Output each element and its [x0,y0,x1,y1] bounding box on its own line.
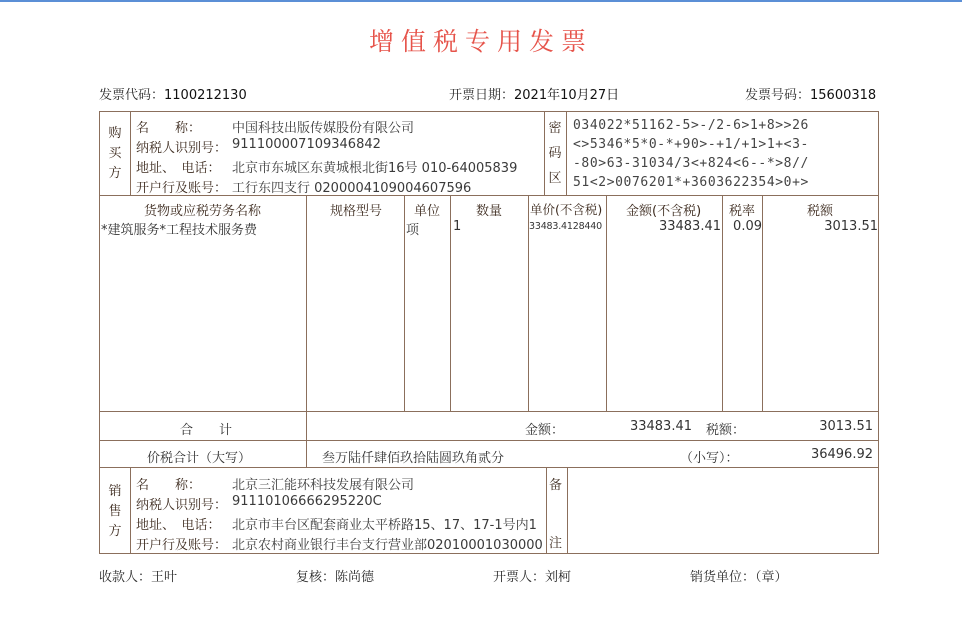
seller-side-char-3: 方 [108,524,122,539]
seller-address: 北京市丰台区配套商业太平桥路15、17、17-1号内1 [232,518,537,533]
buyer-name-label: 名 称： [136,121,202,136]
col-divider-tax [762,196,763,411]
buyer-bank: 工行东四支行 0200004109004607596 [232,181,472,196]
invoice-date-value: 2021年10月27日 [514,88,620,103]
buyer-side-char-1: 购 [108,126,122,141]
seller-tax-id: 91110106666295220C [232,494,382,509]
totals-top-line [99,411,879,412]
item-price: 33483.4128440 [529,221,602,232]
totals-label: 合 计 [180,423,233,438]
col-header-spec: 规格型号 [330,204,383,219]
totals-bottom-line [99,440,879,441]
payee-value: 王叶 [151,570,178,585]
password-side-char-3: 区 [548,171,562,186]
buyer-side-label [107,124,123,184]
invoice-number-label: 发票号码： [745,88,811,103]
drawer-value: 刘柯 [545,570,572,585]
buyer-address-label: 地址、 电话： [136,161,221,176]
totals-tax-label: 税额： [706,423,746,438]
invoice-code [99,84,247,103]
invoice-code-value: 1100212130 [164,88,247,103]
col-divider-rate [722,196,723,411]
grand-number: 36496.92 [810,447,873,462]
col-header-unit: 单位 [414,204,441,219]
seller-side-char-2: 售 [108,504,122,519]
invoice-number [745,84,876,103]
reviewer-label: 复核： [296,570,336,585]
grand-words: 叁万陆仟肆佰玖拾陆圆玖角贰分 [322,451,505,466]
invoice-number-value: 15600318 [810,88,877,103]
remark-label-2: 注 [549,536,563,551]
seller-tax-id-label: 纳税人识别号： [136,498,228,513]
invoice-title: 增值税专用发票 [368,27,593,56]
totals-divider [306,411,307,468]
grand-label: 价税合计（大写） [147,451,252,466]
item-rate: 0.09 [733,219,762,234]
item-tax: 3013.51 [824,219,878,234]
reviewer-value: 陈尚德 [335,570,375,585]
password-side-label [547,116,563,191]
buyer-bank-label: 开户行及账号： [136,181,228,196]
col-header-name: 货物或应税劳务名称 [144,204,262,219]
col-header-tax: 税额 [807,204,834,219]
drawer-label: 开票人： [493,570,546,585]
password-line-4: 51<2>0076201*+3603622354>0+> [573,175,809,190]
col-header-rate: 税率 [729,204,756,219]
item-qty: 1 [453,219,462,234]
remark-label-divider [567,468,568,554]
password-side-char-2: 码 [548,146,562,161]
buyer-address: 北京市东城区东黄城根北街16号 010-64005839 [232,161,518,176]
buyer-side-divider [130,111,131,196]
seller-remark-divider [546,468,547,554]
col-divider-spec [306,196,307,411]
buyer-side-char-3: 方 [108,166,122,181]
invoice-code-label: 发票代码： [99,88,165,103]
invoice-date-label: 开票日期： [449,88,515,103]
item-amount: 33483.41 [658,219,721,234]
seller-side-char-1: 销 [108,484,122,499]
totals-tax: 3013.51 [819,419,873,434]
seller-side-label [107,482,123,542]
buyer-tax-id: 911100007109346842 [232,137,381,152]
grand-bottom-line [99,467,879,468]
col-header-price: 单价(不含税) [530,202,603,217]
top-accent-line [0,0,962,2]
password-line-1: 034022*51162-5>-/2-6>1+8>>26 [573,118,809,133]
buyer-tax-id-label: 纳税人识别号： [136,141,228,156]
remark-label-1: 备 [549,478,563,493]
password-line-2: <>5346*5*0-*+90>-+1/+1>1+<3- [573,137,809,152]
password-side-char-1: 密 [548,121,562,136]
seller-seal: 销货单位：（章） [690,570,788,585]
col-divider-unit [404,196,405,411]
pw-label-divider [566,111,567,196]
password-line-3: -80>63-31034/3<+824<6--*>8// [573,156,809,171]
col-divider-qty [450,196,451,411]
col-header-qty: 数量 [476,204,503,219]
buyer-name: 中国科技出版传媒股份有限公司 [232,121,415,136]
totals-amount-label: 金额： [525,423,565,438]
seller-bank: 北京农村商业银行丰台支行营业部02010001030000 [232,538,543,553]
grand-small-label: （小写）： [680,451,739,466]
invoice-date [449,84,619,103]
seller-address-label: 地址、 电话： [136,518,221,533]
buyer-pw-divider [544,111,545,196]
payee-label: 收款人： [99,570,152,585]
col-divider-amount [606,196,607,411]
seller-name: 北京三汇能环科技发展有限公司 [232,478,415,493]
col-header-amount: 金额(不含税) [626,204,702,219]
totals-amount: 33483.41 [629,419,692,434]
drawer [493,566,571,585]
reviewer [296,566,374,585]
seller-name-label: 名 称： [136,478,202,493]
seller-side-divider [130,468,131,554]
seller-bank-label: 开户行及账号： [136,538,228,553]
buyer-side-char-2: 买 [108,146,122,161]
payee [99,566,177,585]
item-name: *建筑服务*工程技术服务费 [101,223,258,238]
item-unit: 项 [406,223,420,238]
